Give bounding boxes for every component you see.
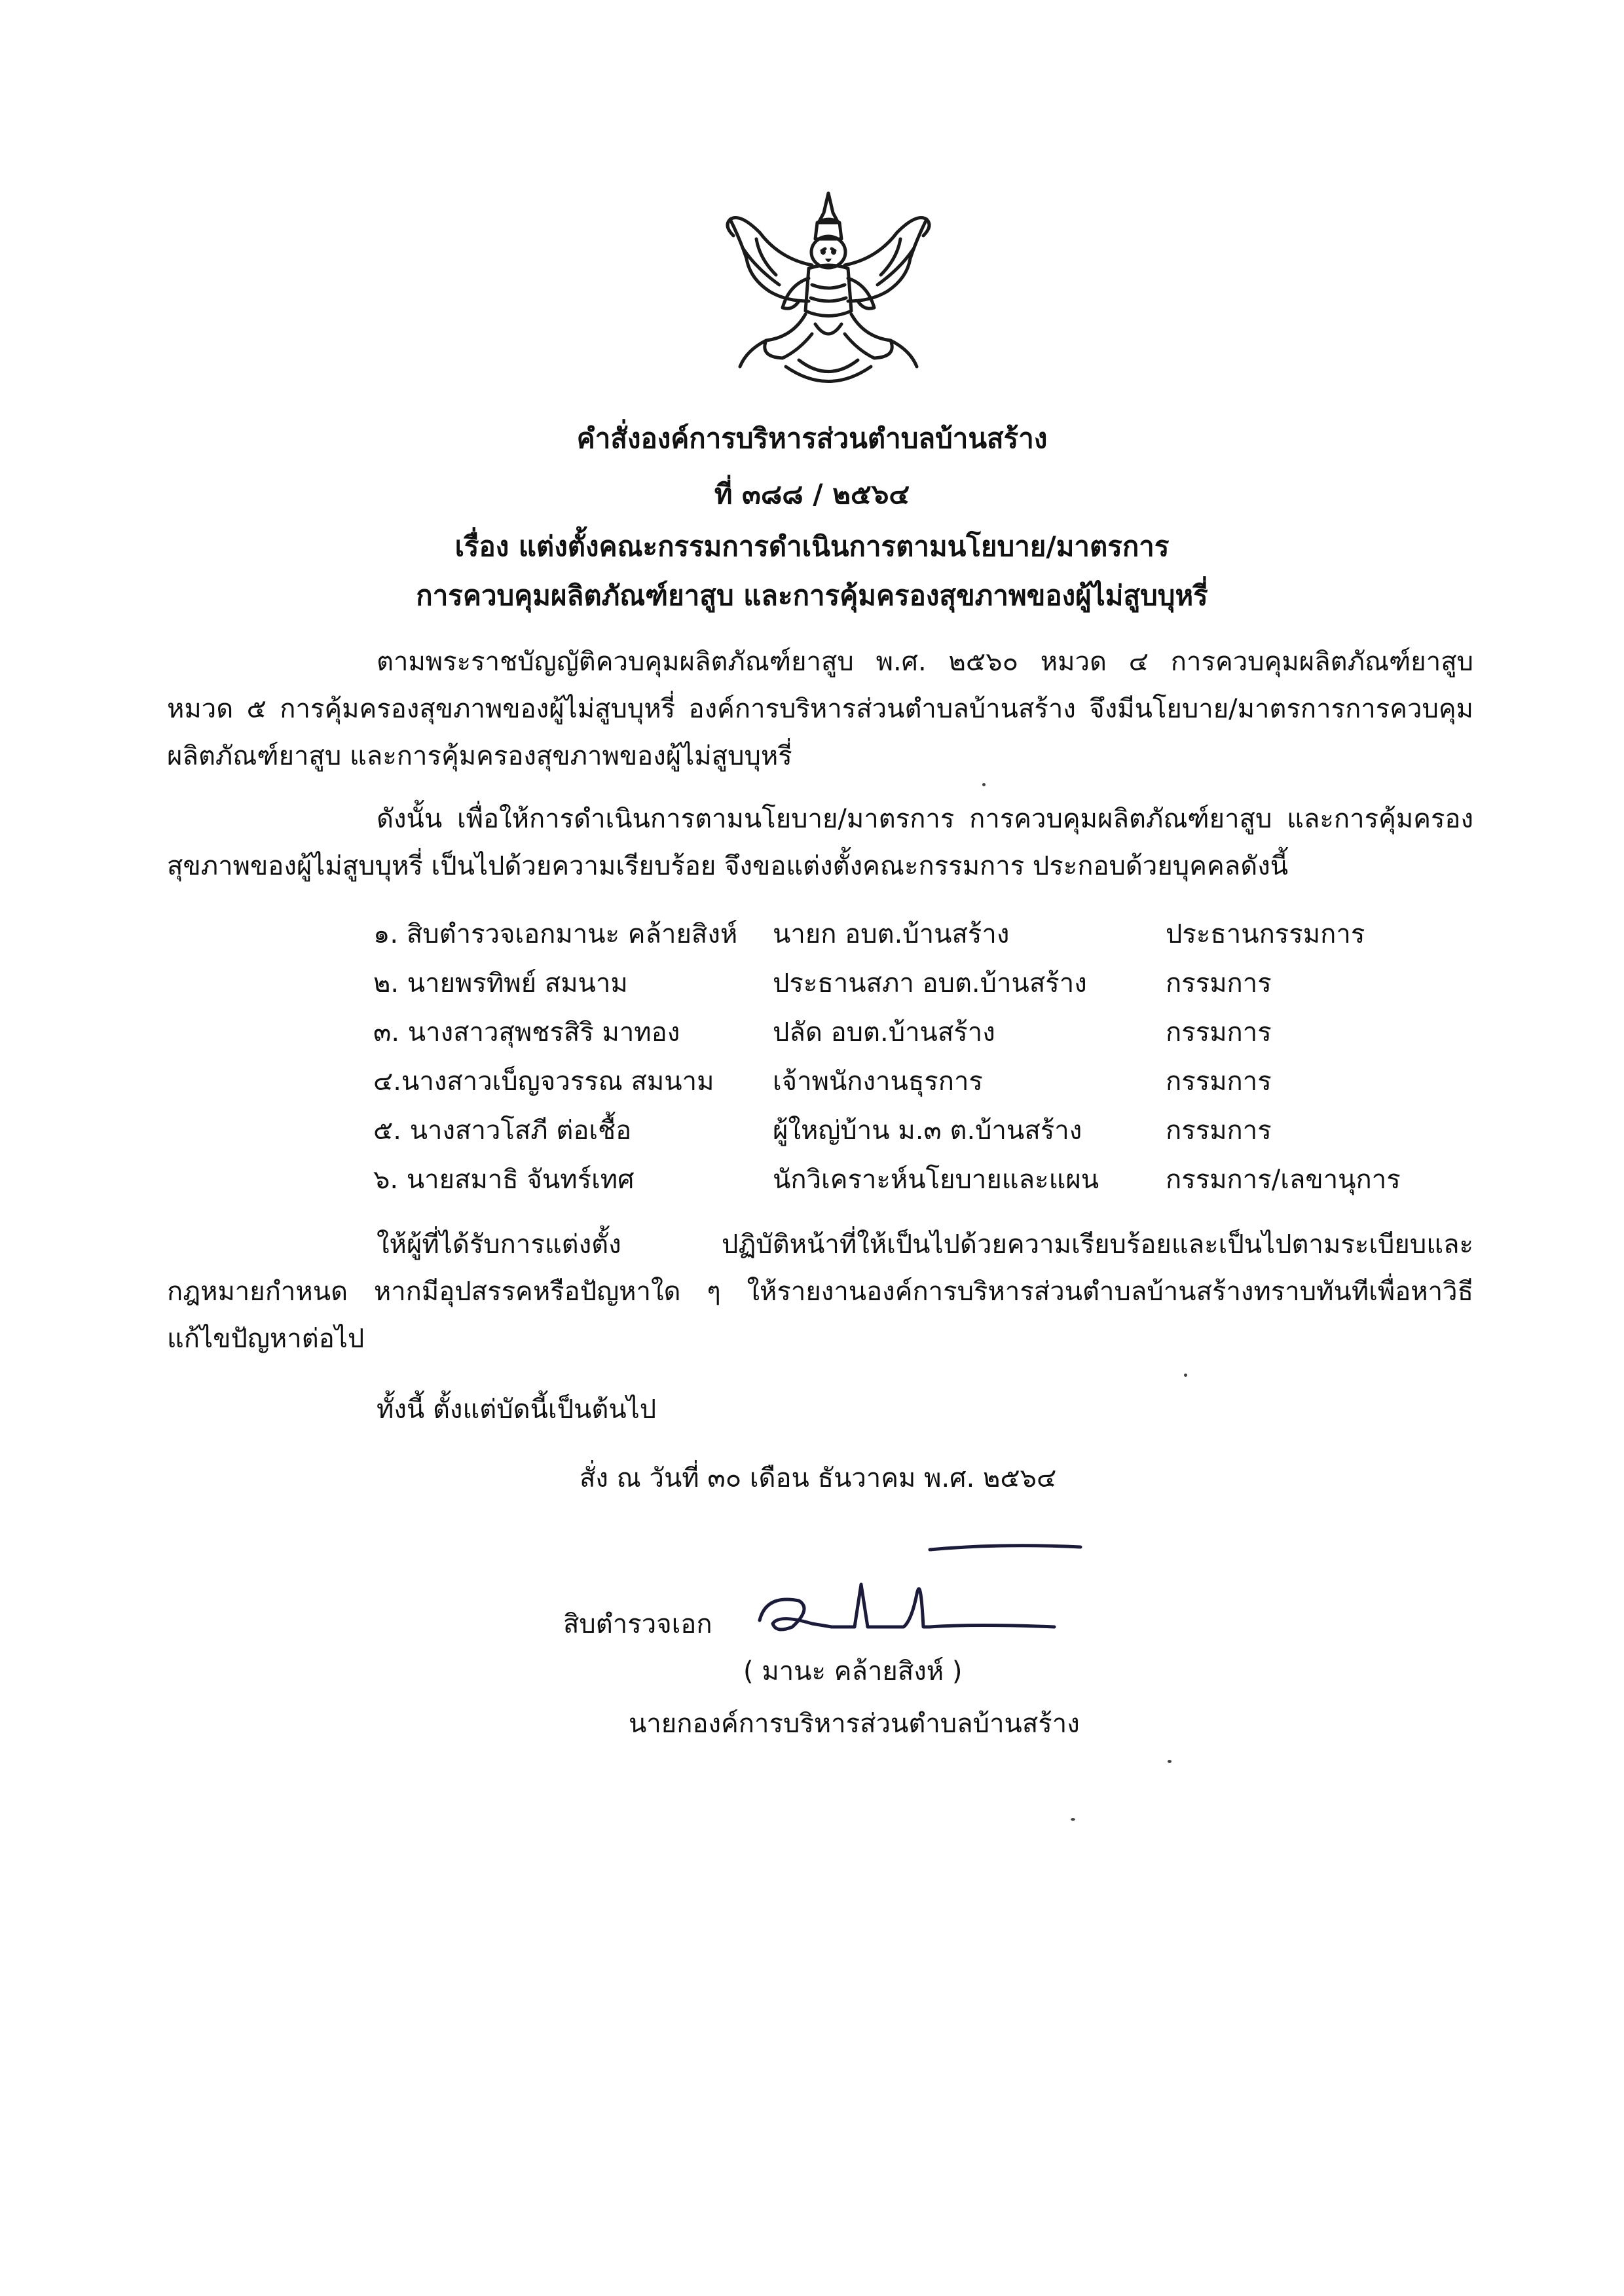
- signer-name: ( มานะ คล้ายสิงห์ ): [743, 1656, 963, 1686]
- committee-position: ผู้ใหญ่บ้าน ม.๓ ต.บ้านสร้าง: [773, 1116, 1082, 1146]
- committee-name: ๔.นางสาวเบ็ญจวรรณ สมนาม: [373, 1066, 714, 1097]
- committee-row: [0, 1106, 1624, 1155]
- committee-position: ปลัด อบต.บ้านสร้าง: [773, 1017, 995, 1048]
- order-subject-line2: การควบคุมผลิตภัณฑ์ยาสูบ และการคุ้มครองสุขภาพของผู้ไม่สูบบุหรี่: [416, 579, 1208, 611]
- order-date: สั่ง ณ วันที่ ๓๐ เดือน ธันวาคม พ.ศ. ๒๕๖๔: [580, 1463, 1057, 1493]
- signer-position: นายกองค์การบริหารส่วนตำบลบ้านสร้าง: [629, 1709, 1080, 1739]
- committee-row: [0, 1008, 1624, 1057]
- committee-role: กรรมการ: [1166, 1017, 1272, 1048]
- committee-position: นักวิเคราะห์นโยบายและแผน: [773, 1165, 1099, 1195]
- scan-speck: [1168, 1760, 1172, 1763]
- committee-position: ประธานสภา อบต.บ้านสร้าง: [773, 968, 1087, 998]
- signer-rank: สิบตำรวจเอก: [563, 1609, 712, 1639]
- order-number: ที่ ๓๘๘ / ๒๕๖๔: [714, 478, 910, 510]
- scan-speck: [1071, 1818, 1075, 1821]
- committee-name: ๕. นางสาวโสภี ต่อเชื้อ: [373, 1116, 632, 1146]
- committee-name: ๖. นายสมาธิ จันทร์เทศ: [373, 1165, 635, 1195]
- order-title: คำสั่งองค์การบริหารส่วนตำบลบ้านสร้าง: [576, 422, 1048, 454]
- committee-name: ๒. นายพรทิพย์ สมนาม: [373, 968, 628, 998]
- effective-line: ทั้งนี้ ตั้งแต่บัดนี้เป็นต้นไป: [377, 1394, 657, 1425]
- committee-role: ประธานกรรมการ: [1166, 919, 1365, 949]
- committee-position: นายก อบต.บ้านสร้าง: [773, 919, 1010, 949]
- body-paragraph-3: ให้ผู้ที่ได้รับการแต่งตั้ง ปฏิบัติหน้าที่ให้เป็นไปด้วยความเรียบร้อยและเป็นไปตามระเบียบและกฎหมายกำหนด หากมีอุปสรรคหรือปัญหาใด ๆ ให้รายงานองค์การบริหารส่วนตำบลบ้านสร้างทราบทันทีเพื่อหาวิธีแก้ไขปัญหาต่อไป: [167, 1230, 1473, 1354]
- committee-role: กรรมการ: [1166, 968, 1272, 998]
- committee-name: ๑. สิบตำรวจเอกมานะ คล้ายสิงห์: [373, 919, 738, 949]
- scan-speck: [1184, 1374, 1187, 1377]
- scan-speck: [982, 783, 986, 786]
- body-paragraph-1: ตามพระราชบัญญัติควบคุมผลิตภัณฑ์ยาสูบ พ.ศ. ๒๕๖๐ หมวด ๔ การควบคุมผลิตภัณฑ์ยาสูบ หมวด ๕ การคุ้มครองสุขภาพของผู้ไม่สูบบุหรี่ องค์การบริหารส่วนตำบลบ้านสร้าง จึงมีนโยบาย/มาตรการการควบคุมผลิตภัณฑ์ยาสูบ และการคุ้มครองสุขภาพของผู้ไม่สูบบุหรี่: [167, 647, 1473, 771]
- body-paragraph-2: ดังนั้น เพื่อให้การดำเนินการตามนโยบาย/มาตรการ การควบคุมผลิตภัณฑ์ยาสูบ และการคุ้มครองสุขภาพของผู้ไม่สูบบุหรี่ เป็นไปด้วยความเรียบร้อย จึงขอแต่งตั้งคณะกรรมการ ประกอบด้วยบุคคลดังนี้: [167, 804, 1473, 881]
- committee-role: กรรมการ/เลขานุการ: [1166, 1165, 1401, 1195]
- committee-role: กรรมการ: [1166, 1116, 1272, 1146]
- committee-row: [0, 1057, 1624, 1106]
- handwritten-signature: [740, 1535, 1107, 1653]
- committee-position: เจ้าพนักงานธุรการ: [773, 1066, 983, 1097]
- order-subject: เรื่อง แต่งตั้งคณะกรรมการดำเนินการตามนโยบาย/มาตรการ: [454, 530, 1170, 562]
- committee-name: ๓. นางสาวสุพชรสิริ มาทอง: [373, 1017, 680, 1048]
- committee-row: [0, 910, 1624, 958]
- garuda-emblem-icon: [720, 187, 936, 396]
- committee-role: กรรมการ: [1166, 1066, 1272, 1097]
- committee-row: [0, 959, 1624, 1008]
- committee-row: [0, 1156, 1624, 1204]
